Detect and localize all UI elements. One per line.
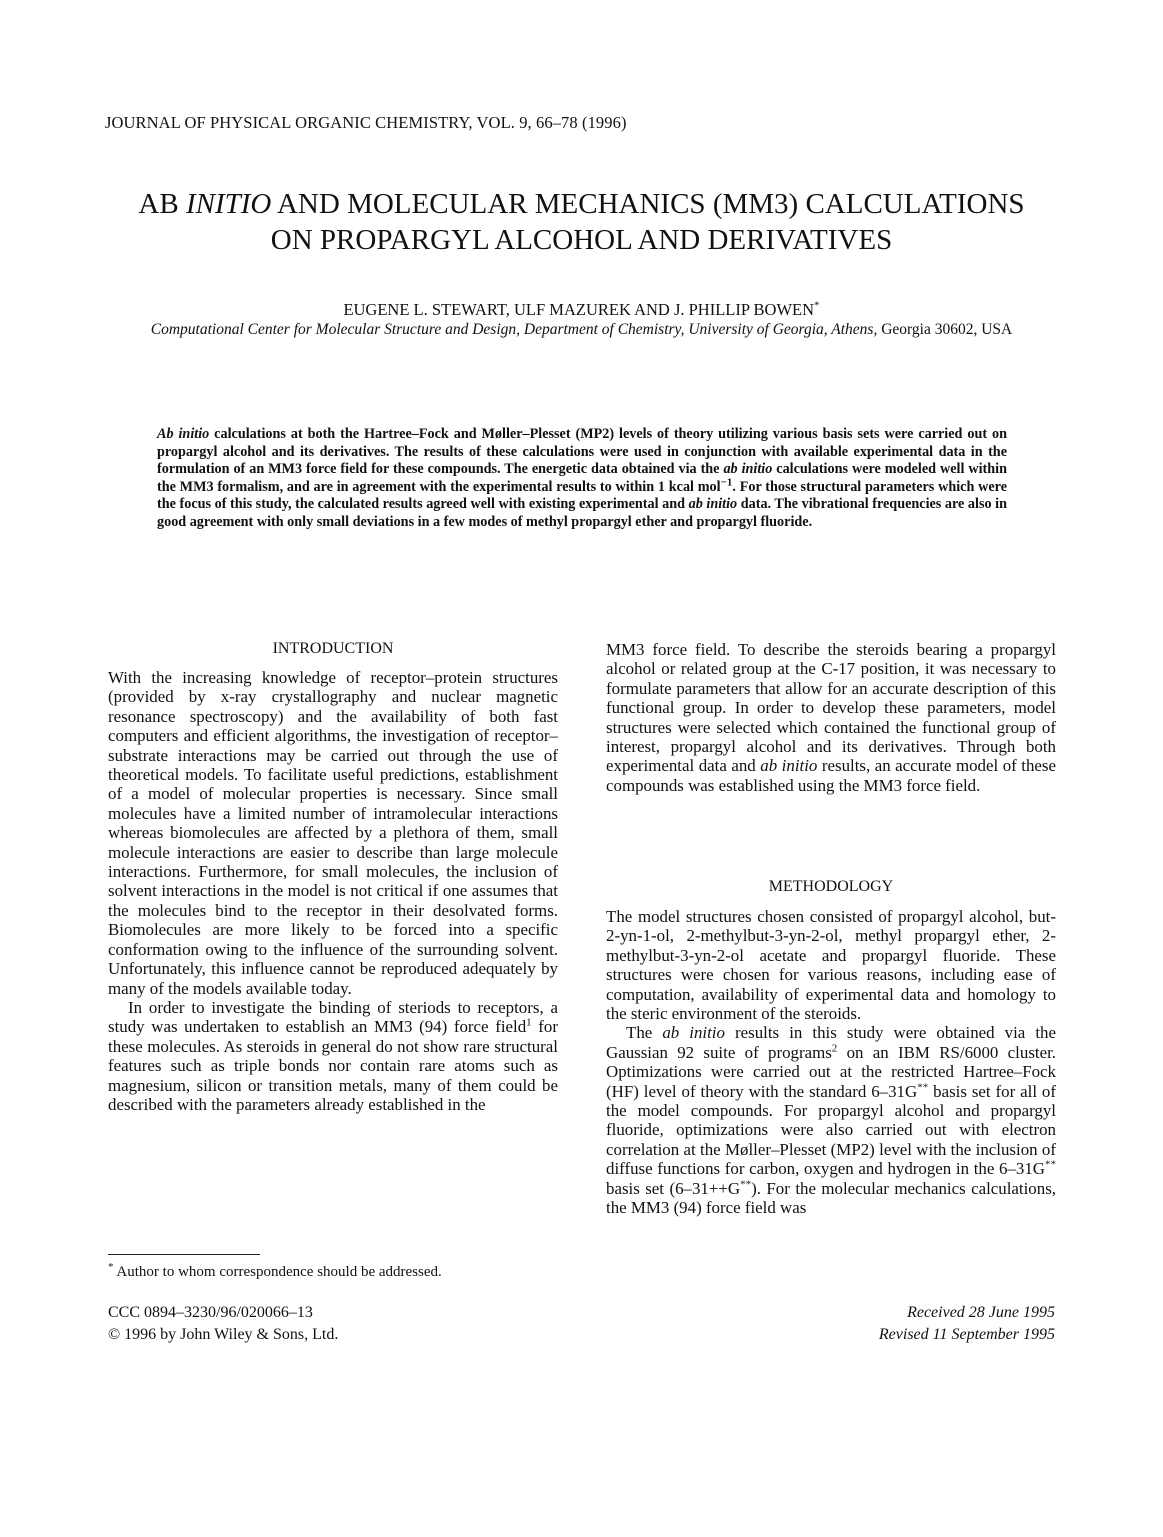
paragraph-text: on an IBM RS/6000 cluster. Optimizations were carried out at the restricted Hartree–Fock (HF) level of theory with the standard 6–31G — [606, 1042, 1056, 1101]
copyright-line: © 1996 by John Wiley & Sons, Ltd. — [108, 1326, 339, 1343]
journal-header: JOURNAL OF PHYSICAL ORGANIC CHEMISTRY, VOL. 9, 66–78 (1996) — [105, 113, 627, 132]
paragraph-text: basis set (6–31++G — [606, 1178, 741, 1198]
paragraph-italic: ab initio — [662, 1023, 725, 1043]
introduction-column — [108, 668, 558, 1114]
reference-superscript: 1 — [526, 1016, 532, 1029]
copyright-block — [108, 1302, 338, 1346]
intro-paragraph-1: With the increasing knowledge of receptor–protein structures (provided by x-ray crystallography and nuclear magnetic resonance spectroscopy) and the availability of both fast computers and efficient algorithms, the investigation of receptor–substrate interactions may be carried out through the use of theoretical models. To facilitate useful predictions, establishment of a model of molecular properties is necessary. Since small molecules have a limited number of intramolecular interactions whereas biomolecules are affected by a plethora of them, small molecule interactions are easier to describe than large molecule interactions. Furthermore, for small molecules, the inclusion of solvent interactions in the model is not critical if one assumes that the molecules bind to the receptor in their desolvated forms. Biomolecules are more likely to be forced into a specific conformation owing to the influence of the surrounding solvent. Unfortunately, this influence cannot be reproduced adequately by many of the models available today. — [108, 668, 558, 998]
title-text: AB — [138, 188, 186, 220]
abstract-text: data. The vibrational frequencies are also in good agreement with only small deviations in a few modes of methyl propargyl ether and propargyl fluoride. — [157, 496, 1007, 530]
author-list — [60, 300, 1103, 320]
introduction-heading: INTRODUCTION — [272, 640, 394, 657]
title-line-1 — [60, 186, 1103, 222]
affiliation-italic: Computational Center for Molecular Structure and Design, Department of Chemistry, University of Georgia, Athens, — [150, 321, 878, 338]
affiliation-rest: Georgia 30602, USA — [877, 321, 1013, 338]
title-text: AND MOLECULAR MECHANICS (MM3) CALCULATIONS — [271, 188, 1025, 220]
paragraph-text: ). For the molecular mechanics calculations, the MM3 (94) force field was — [606, 1178, 1056, 1218]
basis-set-superscript: ** — [740, 1178, 752, 1191]
footnote-divider — [108, 1254, 260, 1255]
abstract-italic: Ab initio — [157, 426, 210, 442]
paragraph-text: results, an accurate model of these compounds was established using the MM3 force field. — [606, 756, 1056, 795]
abstract-text: . For those structural parameters which were the focus of this study, the calculated results agreed well with existing experimental and — [157, 478, 1008, 512]
abstract — [157, 426, 1007, 531]
paragraph-text: The — [626, 1023, 663, 1043]
reference-superscript: 2 — [831, 1042, 838, 1055]
received-dates — [879, 1302, 1055, 1346]
intro-paragraph-2 — [108, 998, 558, 1114]
title-line-2: ON PROPARGYL ALCOHOL AND DERIVATIVES — [270, 224, 893, 256]
footnote-mark: * — [108, 1261, 114, 1273]
introduction-continued-column — [606, 640, 1056, 795]
basis-set-superscript: ** — [1045, 1158, 1056, 1171]
paragraph-text: In order to investigate the binding of steriods to receptors, a study was undertaken to establish an MM3 (94) force field — [108, 997, 558, 1037]
method-paragraph-2 — [606, 1023, 1056, 1217]
correspondence-footnote — [108, 1261, 442, 1281]
ccc-code: CCC 0894–3230/96/020066–13 — [108, 1304, 313, 1321]
author-names: EUGENE L. STEWART, ULF MAZUREK AND J. PHILLIP BOWEN — [343, 300, 815, 319]
abstract-italic: ab initio — [723, 461, 773, 477]
methodology-column — [606, 907, 1056, 1218]
article-title — [60, 186, 1103, 258]
footnote-text: Author to whom correspondence should be addressed. — [113, 1264, 442, 1280]
paragraph-text: results in this study were obtained via the Gaussian 92 suite of programs — [606, 1023, 1056, 1062]
abstract-superscript: −1 — [720, 475, 733, 488]
title-italic: INITIO — [185, 188, 272, 220]
author-footnote-mark: * — [814, 299, 820, 312]
paragraph-text: for these molecules. As steroids in general do not show rare structural features such as triple bonds nor contain rare atoms such as magnesium, silicon or transition metals, many of them could be described with the parameters already established in the — [108, 1017, 558, 1114]
basis-set-superscript: ** — [917, 1081, 929, 1094]
methodology-heading: METHODOLOGY — [768, 878, 894, 895]
received-date: Received 28 June 1995 — [907, 1304, 1055, 1321]
abstract-italic: ab initio — [688, 496, 738, 512]
abstract-text: calculations at both the Hartree–Fock and Møller–Plesset (MP2) levels of theory utilizing various basis sets were carried out on propargyl alcohol and its derivatives. The results of these calculations were used in conjunction with available experimental data in the formulation of an MM3 force field for these compounds. The energetic data obtained via the — [157, 426, 1007, 477]
paragraph-text: basis set for all of the model compounds. For propargyl alcohol and propargyl fluoride, optimizations were also carried out with electron correlation at the Møller–Plesset (MP2) level with the inclusion of diffuse functions for carbon, oxygen and hydrogen in the 6–31G — [606, 1081, 1056, 1179]
paragraph-italic: ab initio — [760, 756, 818, 776]
revised-date: Revised 11 September 1995 — [878, 1326, 1055, 1343]
method-paragraph-1: The model structures chosen consisted of propargyl alcohol, but-2-yn-1-ol, 2-methylbut-3-yn-2-ol, methyl propargyl ether, 2-methylbut-3-yn-2-ol acetate and propargyl fluoride. These structures were chosen for various reasons, including ease of computation, availability of experimental data and homology to the steric environment of the steroids. — [606, 907, 1056, 1024]
abstract-text: calculations were modeled well within the MM3 formalism, and are in agreement with the experimental results to within 1 kcal mol — [157, 461, 1007, 495]
affiliation — [120, 320, 1043, 340]
paragraph-text: MM3 force field. To describe the steroids bearing a propargyl alcohol or related group at the C-17 position, it was necessary to formulate parameters that allow for an accurate description of this functional group. In order to develop these parameters, model structures were selected which contained the functional group of interest, propargyl alcohol and its derivatives. Through both experimental data and — [606, 640, 1056, 776]
intro-paragraph-2-continued — [606, 640, 1056, 795]
